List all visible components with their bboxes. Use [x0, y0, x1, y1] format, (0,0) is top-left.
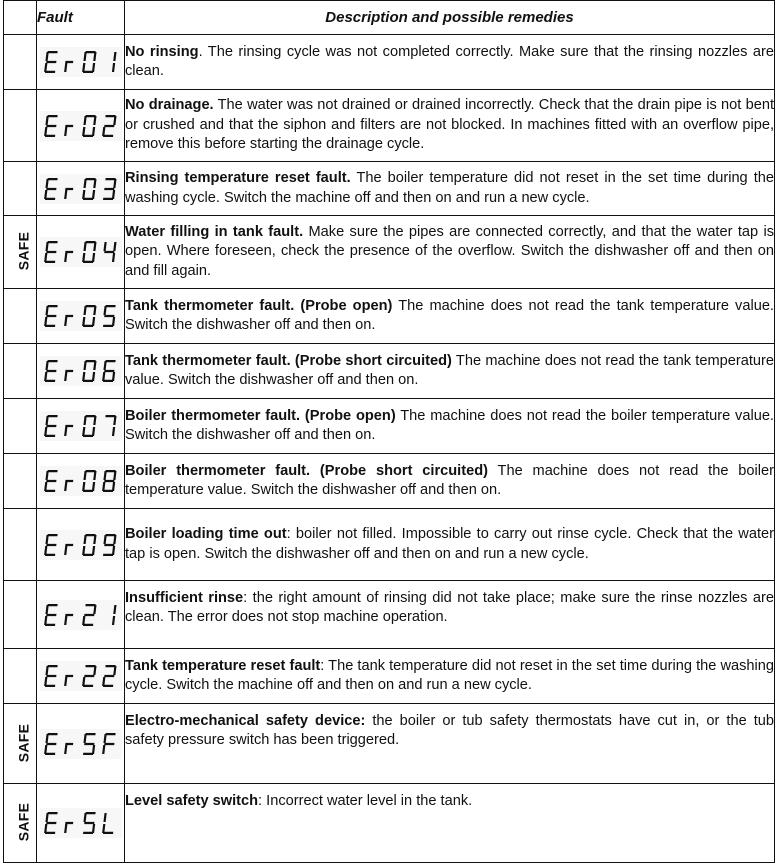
fault-title: Electro-mechanical safety device: [125, 713, 366, 729]
segment-d [45, 553, 55, 555]
safe-cell [4, 399, 37, 454]
segment-g [65, 315, 73, 317]
segment-a [105, 415, 115, 417]
segment-d [83, 134, 93, 136]
fault-remedy: The machine does not read the tank temperature value. Switch the dishwasher off and then on. [125, 352, 774, 388]
fault-row [4, 454, 775, 509]
segment-a [47, 360, 57, 362]
description-cell [125, 216, 775, 289]
segment-a [47, 534, 57, 536]
description-cell [125, 162, 775, 216]
fault-title: Boiler loading time out [125, 526, 287, 543]
segment-g [46, 613, 56, 615]
segment-d [103, 134, 113, 136]
segment-g [46, 61, 56, 63]
segment-d [83, 832, 93, 834]
lcd-error-code-icon [40, 411, 122, 441]
segment-g [46, 675, 56, 677]
segment-d [45, 134, 55, 136]
segment-a [85, 733, 95, 735]
segment-d [45, 832, 55, 834]
segment-d [103, 380, 113, 382]
fault-remedy: the right amount of rinsing did not take place; make sure the rinse nozzles are clean. The error does not stop machine operation. [125, 590, 774, 626]
segment-d [83, 261, 93, 263]
segment-g [46, 822, 56, 824]
segment-g [65, 822, 73, 824]
title-separator: : [243, 590, 248, 606]
segment-a [47, 470, 57, 472]
title-separator: : [320, 657, 325, 674]
fault-title: Level safety switch [125, 793, 259, 809]
segment-d [45, 435, 55, 437]
lcd-error-code-icon [40, 729, 122, 759]
segment-g [84, 822, 94, 824]
segment-a [85, 360, 95, 362]
segment-d [103, 490, 113, 492]
fault-row [4, 649, 775, 704]
segment-a [85, 115, 95, 117]
fault-row [4, 344, 775, 399]
lcd-error-code-icon [40, 661, 122, 691]
safe-cell [4, 581, 37, 649]
fault-title: No rinsing [125, 43, 199, 60]
segment-g [65, 613, 73, 615]
segment-g [46, 543, 56, 545]
segment-d [103, 553, 113, 555]
description-cell [125, 35, 775, 90]
code-cell [37, 704, 125, 784]
description-cell [125, 509, 775, 581]
safe-label: SAFE [15, 231, 32, 271]
description-cell [125, 649, 775, 704]
fault-remedy: The rinsing cycle was not completed correctly. Make sure that the rinsing nozzles are clean. [125, 43, 774, 79]
fault-row [4, 704, 775, 784]
fault-row [4, 509, 775, 581]
segment-g [65, 675, 73, 677]
fault-remedy: The machine does not read the boiler temperature value. Switch the dishwasher off and then on. [125, 462, 774, 498]
description-cell [125, 90, 775, 162]
safe-cell [4, 344, 37, 399]
segment-g [104, 675, 114, 677]
segment-d [83, 752, 93, 754]
lcd-error-code-icon [40, 47, 122, 77]
segment-d [83, 553, 93, 555]
segment-a [85, 305, 95, 307]
segment-g [104, 543, 114, 545]
safe-cell [4, 649, 37, 704]
segment-d [45, 71, 55, 73]
segment-a [85, 604, 95, 606]
segment-d [83, 623, 93, 625]
segment-d [45, 325, 55, 327]
description-cell [125, 784, 775, 863]
segment-d [45, 261, 55, 263]
lcd-error-code-icon [40, 237, 122, 267]
code-cell [37, 344, 125, 399]
segment-g [46, 480, 56, 482]
segment-g [65, 543, 73, 545]
code-cell [37, 216, 125, 289]
safe-header [4, 1, 37, 35]
fault-remedy: the boiler or tub safety thermostats have cut in, or the tub safety pressure switch has been triggered. [125, 713, 775, 749]
fault-title: Boiler thermometer fault. (Probe open) [125, 407, 396, 424]
fault-remedy: boiler not filled. Impossible to carry out rinse cycle. Check that the water tap is open. Switch the dishwasher off and then on and run a new cycle. [125, 526, 774, 562]
segment-g [104, 480, 114, 482]
safe-cell [4, 90, 37, 162]
lcd-error-code-icon [40, 466, 122, 496]
lcd-error-code-icon [40, 530, 122, 560]
fault-remedy: The machine does not read the boiler temperature value. Switch the dishwasher off and then on. [125, 407, 774, 443]
fault-row [4, 162, 775, 216]
fault-remedy: Incorrect water level in the tank. [262, 793, 473, 809]
segment-d [45, 623, 55, 625]
segment-d [103, 325, 113, 327]
fault-row [4, 289, 775, 344]
code-cell [37, 90, 125, 162]
segment-d [83, 380, 93, 382]
title-separator: : [286, 526, 291, 543]
segment-g [104, 315, 114, 317]
segment-a [105, 178, 115, 180]
fault-row [4, 581, 775, 649]
segment-a [47, 178, 57, 180]
segment-a [47, 241, 57, 243]
lcd-error-code-icon [40, 600, 122, 630]
header-row [4, 1, 775, 35]
description-cell [125, 581, 775, 649]
title-separator: : [258, 793, 263, 809]
fault-row [4, 35, 775, 90]
segment-a [85, 178, 95, 180]
segment-a [105, 665, 115, 667]
segment-g [84, 742, 94, 744]
segment-d [83, 197, 93, 199]
fault-remedy: The boiler temperature did not reset in the set time during the washing cycle. Switch the machine off and then on and run a new cycle. [125, 170, 774, 206]
segment-g [65, 251, 73, 253]
segment-d [83, 71, 93, 73]
segment-a [85, 470, 95, 472]
description-cell [125, 399, 775, 454]
segment-d [83, 435, 93, 437]
segment-g [65, 187, 73, 189]
safe-cell [4, 162, 37, 216]
segment-g [104, 370, 114, 372]
segment-d [103, 685, 113, 687]
fault-remedy: The water was not drained or drained incorrectly. Check that the drain pipe is not bent or crushed and that the siphon and filters are not blocked. In machines fitted with an overflow pipe, remove this before starting the drainage cycle. [125, 97, 775, 153]
segment-a [47, 812, 57, 814]
code-cell [37, 509, 125, 581]
safe-label: SAFE [15, 723, 32, 762]
segment-g [46, 251, 56, 253]
safe-cell [4, 35, 37, 90]
segment-d [45, 490, 55, 492]
segment-g [46, 315, 56, 317]
description-cell [125, 344, 775, 399]
fault-remedy: The tank temperature did not reset in the set time during the washing cycle. Switch the machine off and then on and run a new cycle. [125, 657, 774, 693]
segment-d [45, 752, 55, 754]
segment-a [105, 470, 115, 472]
segment-a [105, 733, 115, 735]
segment-d [45, 197, 55, 199]
title-separator: . [198, 43, 203, 60]
fault-title: Tank thermometer fault. (Probe open) [125, 297, 393, 314]
fault-title: Tank thermometer fault. (Probe short circuited) [125, 352, 452, 369]
segment-a [47, 115, 57, 117]
segment-a [85, 51, 95, 53]
segment-g [104, 124, 114, 126]
safe-cell [4, 216, 37, 289]
segment-a [47, 51, 57, 53]
fault-title: No drainage. [125, 97, 214, 114]
segment-d [83, 685, 93, 687]
code-cell [37, 649, 125, 704]
segment-a [105, 115, 115, 117]
code-cell [37, 289, 125, 344]
segment-a [47, 305, 57, 307]
lcd-error-code-icon [40, 301, 122, 331]
segment-g [65, 480, 73, 482]
segment-g [84, 613, 94, 615]
safe-label: SAFE [15, 802, 32, 842]
segment-d [83, 325, 93, 327]
safe-cell [4, 784, 37, 863]
description-cell [125, 704, 775, 784]
segment-d [45, 380, 55, 382]
segment-g [46, 370, 56, 372]
lcd-error-code-icon [40, 356, 122, 386]
safe-cell [4, 704, 37, 784]
safe-cell [4, 289, 37, 344]
segment-d [103, 832, 113, 834]
lcd-error-code-icon [40, 111, 122, 141]
segment-a [47, 665, 57, 667]
fault-header: Fault [37, 1, 125, 35]
fault-remedy: Make sure the pipes are connected correctly, and that the water tap is open. Where foreseen, check the presence of the overflow. Switch the dishwasher off and then on and fill again. [125, 223, 774, 279]
segment-a [85, 812, 95, 814]
fault-row [4, 399, 775, 454]
fault-title: Rinsing temperature reset fault. [125, 170, 351, 187]
segment-a [105, 305, 115, 307]
safe-cell [4, 509, 37, 581]
segment-g [84, 675, 94, 677]
segment-d [83, 490, 93, 492]
segment-a [105, 534, 115, 536]
code-cell [37, 35, 125, 90]
segment-a [85, 534, 95, 536]
segment-d [103, 197, 113, 199]
fault-row [4, 784, 775, 863]
fault-title: Boiler thermometer fault. (Probe short circuited) [125, 462, 488, 479]
segment-g [65, 370, 73, 372]
code-cell [37, 399, 125, 454]
fault-row [4, 90, 775, 162]
safe-cell [4, 454, 37, 509]
lcd-error-code-icon [40, 174, 122, 204]
segment-g [104, 251, 114, 253]
lcd-error-code-icon [40, 808, 122, 838]
description-header: Description and possible remedies [125, 1, 775, 35]
segment-a [47, 733, 57, 735]
segment-a [47, 415, 57, 417]
fault-table [3, 0, 775, 863]
code-cell [37, 784, 125, 863]
segment-g [104, 187, 114, 189]
segment-g [46, 742, 56, 744]
segment-a [47, 604, 57, 606]
segment-g [65, 425, 73, 427]
segment-a [85, 241, 95, 243]
fault-title: Water filling in tank fault. [125, 223, 304, 240]
segment-a [105, 360, 115, 362]
segment-d [45, 685, 55, 687]
segment-a [85, 665, 95, 667]
description-cell [125, 454, 775, 509]
fault-remedy: The machine does not read the tank temperature value. Switch the dishwasher off and then on. [125, 297, 774, 333]
segment-g [46, 124, 56, 126]
segment-g [46, 425, 56, 427]
fault-title: Tank temperature reset fault [125, 657, 321, 674]
code-cell [37, 162, 125, 216]
description-cell [125, 289, 775, 344]
fault-title: Insufficient rinse [125, 590, 244, 606]
segment-g [46, 187, 56, 189]
segment-g [65, 61, 73, 63]
code-cell [37, 581, 125, 649]
fault-row [4, 216, 775, 289]
segment-g [65, 124, 73, 126]
segment-g [65, 742, 73, 744]
segment-a [85, 415, 95, 417]
code-cell [37, 454, 125, 509]
segment-g [104, 742, 114, 744]
